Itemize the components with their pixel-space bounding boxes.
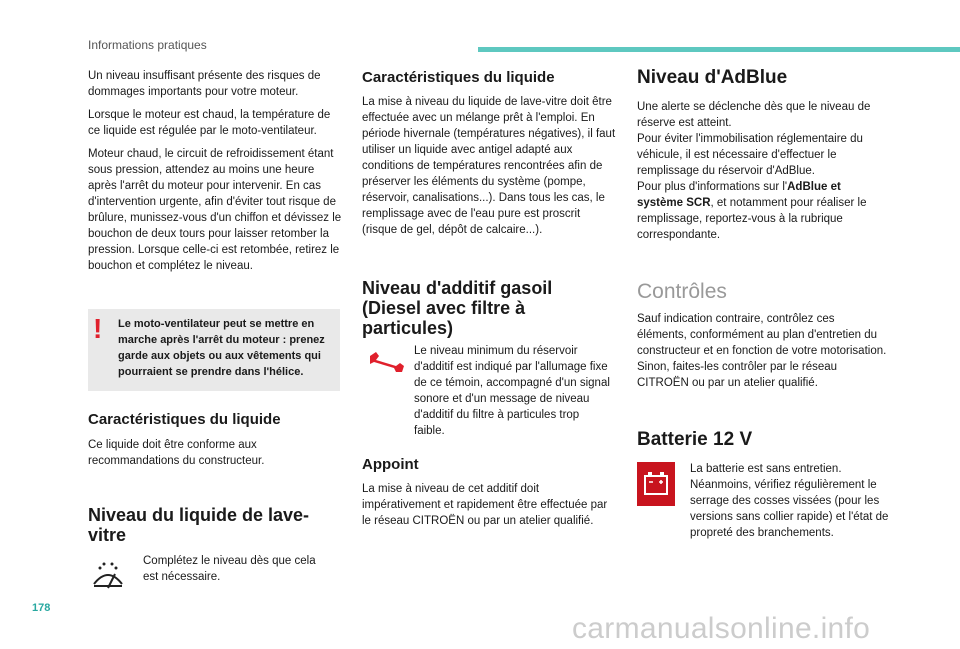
page-number: 178: [32, 602, 51, 614]
heading-caracteristiques-1: Caractéristiques du liquide: [88, 411, 281, 428]
col3-batterie-text: La batterie est sans entretien. Néanmoins, vérifiez régulièrement le serrage des cosses vissées (pour les versions sans collier rapide) et l'état de propreté des branchements.: [690, 463, 889, 539]
adblue-reference-link: AdBlue et système SCR: [637, 181, 841, 209]
header-accent-bar: [478, 47, 960, 52]
exclamation-icon: !: [93, 313, 103, 344]
section-title: Informations pratiques: [88, 38, 207, 52]
heading-batterie: Batterie 12 V: [637, 429, 753, 450]
heading-appoint: Appoint: [362, 456, 419, 473]
warning-box: [88, 309, 340, 391]
heading-caracteristiques-2: Caractéristiques du liquide: [362, 69, 555, 86]
adblue-text-start: Pour plus d'informations sur l': [637, 181, 788, 193]
col1-paragraph-1: Un niveau insuffisant présente des risques de dommages importants pour votre moteur.: [88, 70, 321, 98]
col3-adblue-text-2: Pour éviter l'immobilisation réglementaire du véhicule, il est nécessaire d'effectuer le remplissage du réservoir d'AdBlue.: [637, 133, 863, 177]
heading-additif: Niveau d'additif gasoil (Diesel avec filtre à particules): [362, 278, 553, 338]
col2-appoint-text: La mise à niveau de cet additif doit impérativement et rapidement être effectuée par le réseau CITROËN ou par un atelier qualifié.: [362, 483, 608, 527]
windscreen-washer-icon: [88, 560, 128, 596]
heading-controles: Contrôles: [637, 280, 727, 303]
col2-caracteristiques-text: La mise à niveau du liquide de lave-vitre doit être effectuée avec un mélange prêt à l'emploi. En période hivernale (températures négatives), il faut utiliser un liquide avec antigel adapté aux conditions de températures rencontrées afin de préserver les éléments du système (pompe, réservoir, canalisations...). Dans tous les cas, le remplissage avec de l'eau pure est proscrit (risque de gel, dépôt de calcaire...).: [362, 96, 616, 236]
col2-additif-text: Le niveau minimum du réservoir d'additif est indiqué par l'allumage fixe de ce témoin, accompagné d'un signal sonore et d'un message de niveau d'additif du filtre à particules trop faible.: [414, 345, 610, 437]
warning-text: Le moto-ventilateur peut se mettre en marche après l'arrêt du moteur : prenez garde aux objets ou aux vêtements qui pourraient se prendre dans l'hélice.: [118, 318, 325, 378]
col1-paragraph-2: Lorsque le moteur est chaud, la température de ce liquide est régulée par le moto-ventilateur.: [88, 109, 331, 137]
heading-lave-vitre: Niveau du liquide de lave-vitre: [88, 505, 310, 545]
battery-icon: [637, 462, 675, 506]
col1-lave-vitre-text: Complétez le niveau dès que cela est nécessaire.: [143, 555, 316, 583]
col3-adblue-text-3: [637, 179, 887, 243]
adblue-text-end: , et notamment pour réaliser le remplissage, reportez-vous à la rubrique correspondante.: [637, 197, 867, 241]
watermark: carmanualsonline.info: [572, 612, 871, 645]
wrench-warning-icon: [366, 350, 406, 376]
col1-caracteristiques-text: Ce liquide doit être conforme aux recommandations du constructeur.: [88, 439, 265, 467]
heading-adblue: Niveau d'AdBlue: [637, 67, 788, 88]
col1-paragraph-3: Moteur chaud, le circuit de refroidissement étant sous pression, attendez au moins une heure après l'arrêt du moteur pour intervenir. En cas d'intervention urgente, afin d'éviter tout risque de brûlure, munissez-vous d'un chiffon et dévissez le bouchon de deux tours pour laisser retomber la pression. Lorsque celle-ci est retombée, retirez le bouchon et complétez le niveau.: [88, 148, 342, 272]
col3-adblue-text-1: Une alerte se déclenche dès que le niveau de réserve est atteint.: [637, 101, 871, 129]
col3-controles-text: Sauf indication contraire, contrôlez ces éléments, conformément au plan d'entretien du constructeur et en fonction de votre motorisation. Sinon, faites-les contrôler par le réseau CITROËN ou par un atelier qualifié.: [637, 313, 887, 389]
